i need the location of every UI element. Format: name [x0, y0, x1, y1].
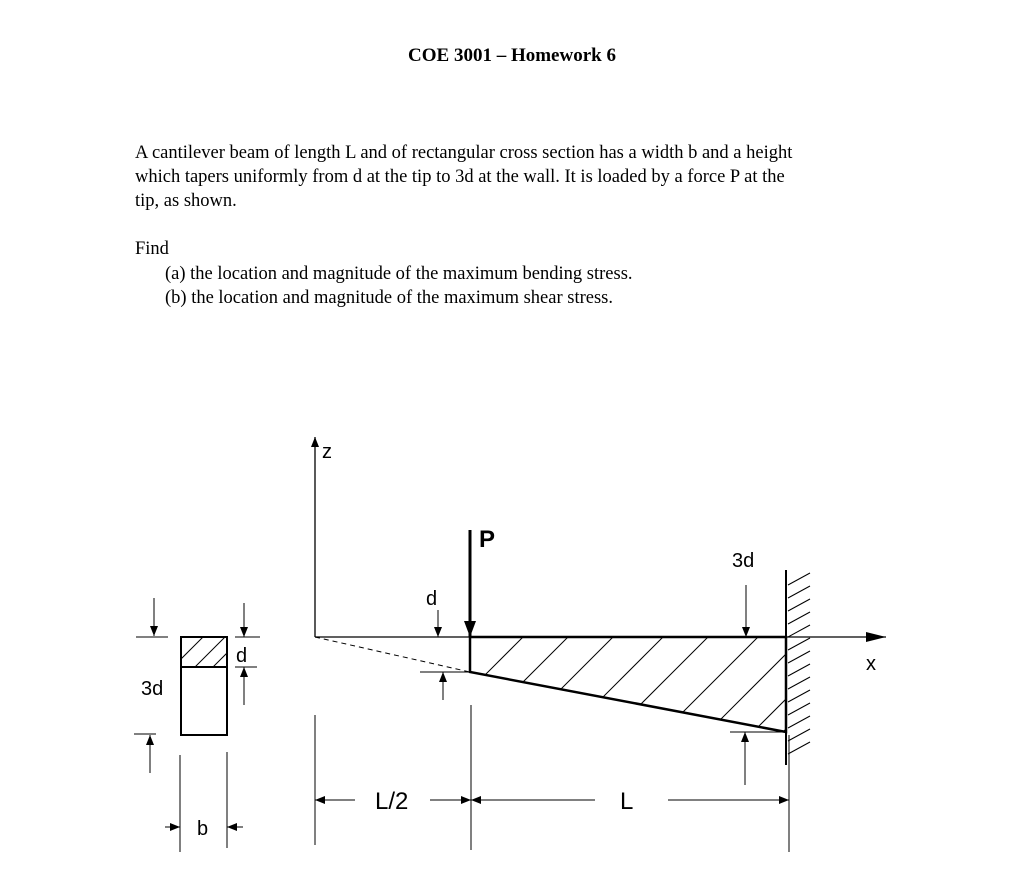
problem-line: tip, as shown. — [135, 191, 237, 211]
half-length-label: L/2 — [375, 788, 409, 815]
x-axis-label: x — [866, 653, 876, 675]
page-title: COE 3001 – Homework 6 — [408, 45, 616, 66]
section-height-label: 3d — [141, 678, 164, 700]
length-label: L — [620, 788, 634, 815]
extension-dashed-line — [315, 637, 470, 672]
force-label: P — [479, 526, 496, 553]
problem-line: A cantilever beam of length L and of rectangular cross section has a width b and a height — [135, 143, 793, 163]
section-width-label: b — [197, 818, 209, 840]
section-top-label: d — [236, 645, 248, 667]
z-axis-label: z — [322, 441, 332, 463]
wall-hatching — [788, 573, 810, 754]
part-b: (b) the location and magnitude of the maximum shear stress. — [165, 288, 613, 308]
beam-outline — [470, 637, 786, 732]
part-a: (a) the location and magnitude of the maximum bending stress. — [165, 264, 633, 284]
find-label: Find — [135, 239, 169, 259]
problem-line: which tapers uniformly from d at the tip to 3d at the wall. It is loaded by a force P at the — [135, 167, 785, 187]
beam-hatching — [470, 630, 830, 745]
wall-height-label: 3d — [732, 550, 755, 572]
tip-height-label: d — [426, 588, 438, 610]
